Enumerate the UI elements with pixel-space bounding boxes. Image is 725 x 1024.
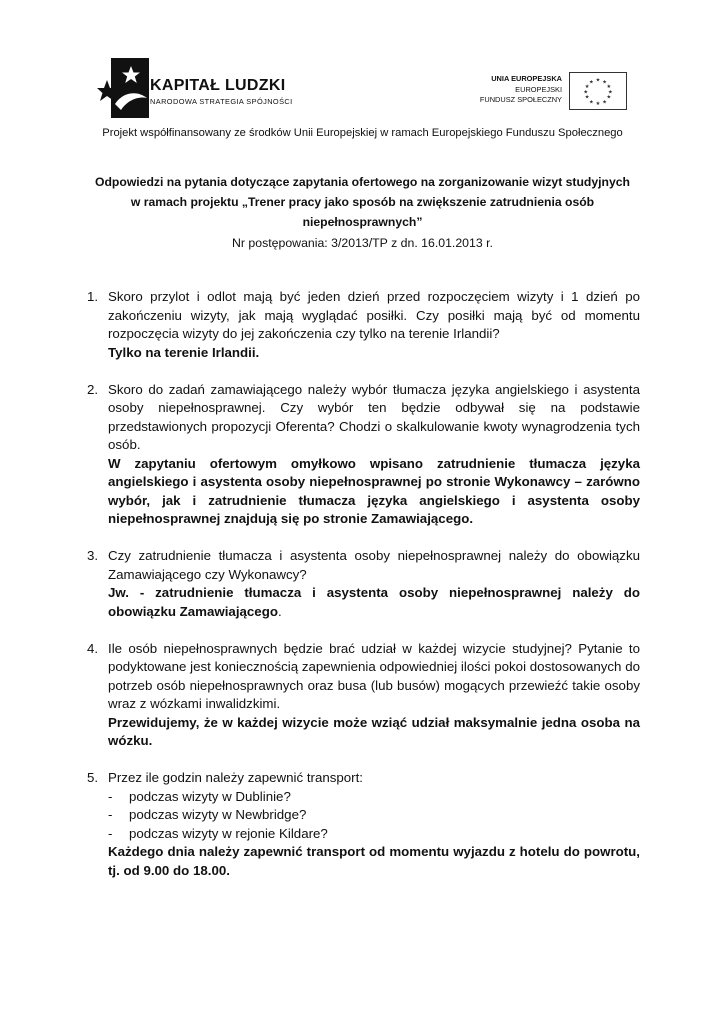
question-item-4 (87, 640, 640, 751)
eu-label-line3: FUNDUSZ SPOŁECZNY (479, 95, 562, 104)
sub-item (108, 825, 640, 844)
answer-text: Tylko na terenie Irlandii. (108, 344, 260, 360)
question-text: Skoro przylot i odlot mają być jeden dzień przed rozpoczęciem wizyty i 1 dzień po zakończeniu wizyty, jak mają wyglądać posiłki. Czy posiłki mają być od momentu rozpoczęcia wizyty do jej zakończenia czy tylko na terenie Irlandii? (108, 289, 640, 341)
dash-marker: - (108, 807, 113, 822)
eu-label-line2: EUROPEJSKI (515, 84, 562, 94)
question-text: Czy zatrudnienie tłumacza i asystenta osoby niepełnosprawnej należy do obowiązku Zamawiającego czy Wykonawcy? (108, 548, 640, 582)
sub-item-text: podczas wizyty w Dublinie? (129, 788, 291, 804)
logo-title: KAPITAŁ LUDZKI (150, 77, 286, 94)
item-number: 4. (87, 640, 99, 656)
svg-text:★: ★ (606, 84, 612, 91)
answer-text-bold: Jw. - zatrudnienie tłumacza i asystenta osoby niepełnosprawnej należy do obowiązku Zamawiającego (108, 585, 640, 619)
reference-number: Nr postępowania: 3/2013/TP z dn. 16.01.2013 r. (232, 236, 493, 250)
svg-text:★: ★ (606, 94, 612, 101)
svg-text:★: ★ (589, 99, 594, 106)
question-list (87, 288, 640, 899)
sub-item (108, 806, 640, 825)
kapital-ludzki-logo-icon (97, 58, 149, 118)
logo-subtitle: NARODOWA STRATEGIA SPÓJNOŚCI (150, 97, 293, 106)
question-item-2 (87, 381, 640, 529)
svg-text:★: ★ (602, 99, 607, 106)
svg-text:★: ★ (602, 79, 607, 86)
question-text: Ile osób niepełnosprawnych będzie brać udział w każdej wizycie studyjnej? Pytanie to podyktowane jest koniecznością zapewnienia odpowiedniej ilości pokoi dostosowanych do potrzeb osób niepełnosprawnych oraz busa (lub busów) mogących przewieźć takie osoby wraz z wózkami inwalidzkimi. (108, 640, 640, 711)
document-title (90, 172, 635, 232)
answer-text (108, 584, 640, 621)
cofinancing-note: Projekt współfinansowany ze środków Unii Europejskiej w ramach Europejskiego Funduszu Społecznego (102, 127, 623, 139)
sub-item (108, 788, 640, 807)
answer-text: Przewidujemy, że w każdej wizycie może wziąć udział maksymalnie jedna osoba na wózku. (108, 714, 640, 748)
question-text: Skoro do zadań zamawiającego należy wybór tłumacza języka angielskiego i asystenta osoby niepełnosprawnej. Czy wybór ten będzie odbywał się na podstawie przedstawionych propozycji Oferenta? Chodzi o skalkulowanie kwoty wynagrodzenia tych osób. (108, 381, 640, 452)
dash-marker: - (108, 825, 113, 841)
question-text: Przez ile godzin należy zapewnić transport: (108, 770, 363, 785)
title-line-3: niepełnosprawnych” (302, 215, 423, 229)
answer-text: W zapytaniu ofertowym omyłkowo wpisano zatrudnienie tłumacza języka angielskiego i asystenta osoby niepełnosprawnej po stronie Wykonawcy – zarówno wybór, jak i zatrudnienie tłumacza języka angielskiego i asystenta osoby niepełnosprawnej znajdują się po stronie Zamawiającego. (108, 455, 640, 526)
question-item-5 (87, 769, 640, 880)
answer-text: Każdego dnia należy zapewnić transport od momentu wyjazdu z hotelu do powrotu, tj. od 9.00 do 18.00. (108, 844, 640, 878)
eu-flag-icon (569, 72, 627, 110)
title-line-1: Odpowiedzi na pytania dotyczące zapytania ofertowego na zorganizowanie wizyt studyjnych (95, 175, 630, 189)
svg-text:★: ★ (584, 84, 590, 91)
item-number: 3. (87, 548, 99, 563)
svg-text:★: ★ (584, 94, 590, 101)
item-number: 5. (87, 770, 99, 785)
eu-label-line1: UNIA EUROPEJSKA (491, 74, 562, 83)
svg-text:★: ★ (583, 89, 589, 96)
item-number: 1. (87, 289, 99, 304)
answer-tail: . (277, 603, 282, 619)
svg-text:★: ★ (595, 101, 601, 108)
item-number: 2. (87, 381, 99, 397)
sub-item-text: podczas wizyty w Newbridge? (129, 807, 307, 822)
question-item-3 (87, 547, 640, 621)
eu-label (480, 74, 562, 106)
question-item-1 (87, 288, 640, 362)
svg-text:★: ★ (607, 89, 613, 96)
page-header (0, 0, 725, 150)
svg-text:★: ★ (589, 79, 594, 86)
title-line-2: w ramach projektu „Trener pracy jako sposób na zwiększenie zatrudnienia osób (130, 195, 595, 209)
dash-marker: - (108, 788, 113, 804)
svg-text:★: ★ (595, 77, 601, 84)
sub-item-text: podczas wizyty w rejonie Kildare? (129, 825, 328, 841)
